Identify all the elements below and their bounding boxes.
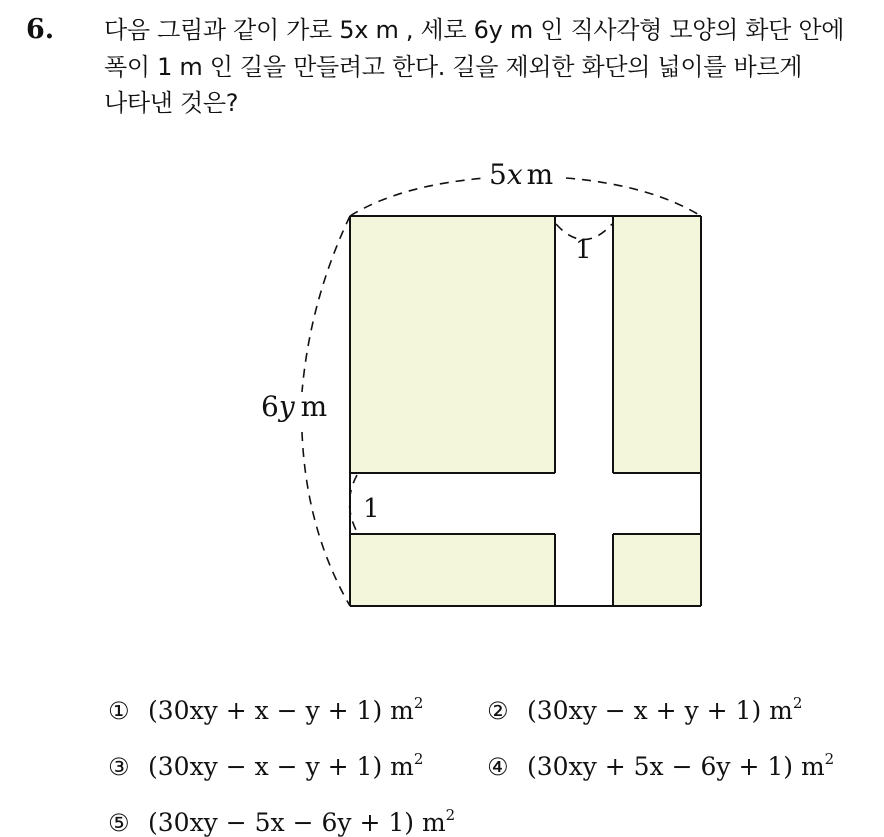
- height-arc-top: [302, 216, 350, 392]
- question-text-line-2: 폭이 1 m 인 길을 만들려고 한다. 길을 제외한 화단의 넓이를 바르게: [104, 52, 803, 81]
- choice-4-marker: ④: [487, 753, 509, 781]
- choice-2-expression: (30xy − x + y + 1) $m^2$: [527, 694, 803, 725]
- choice-1-marker: ①: [108, 697, 130, 725]
- choice-4-expression: (30xy + 5x − 6y + 1) $m^2$: [527, 750, 835, 781]
- choice-5-expression: (30xy − 5x − 6y + 1) $m^2$: [148, 806, 456, 837]
- road-width-label-left: 1: [363, 494, 380, 524]
- width-arc-left: [350, 178, 486, 216]
- choice-3[interactable]: [108, 750, 423, 781]
- garden-plot-top-left: [350, 216, 555, 473]
- width-arc-right: [566, 178, 701, 216]
- height-label: 6y m: [261, 390, 328, 423]
- question-text-line-3: 나타낸 것은?: [104, 89, 239, 117]
- choice-3-expression: (30xy − x − y + 1) $m^2$: [148, 750, 424, 781]
- choice-1[interactable]: [108, 694, 423, 725]
- road-width-label-top: 1: [575, 235, 592, 265]
- height-arc-bottom: [302, 432, 350, 606]
- question-number: 6.: [26, 14, 55, 45]
- choice-2-marker: ②: [487, 697, 509, 725]
- garden-plot-bottom-left: [350, 534, 555, 606]
- choice-2[interactable]: [487, 694, 802, 725]
- question-text-line-1: 다음 그림과 같이 가로 5x m , 세로 6y m 인 직사각형 모양의 화단 안에: [104, 16, 845, 44]
- garden-plot-top-right: [613, 216, 701, 473]
- choice-5-marker: ⑤: [108, 809, 130, 837]
- choice-3-marker: ③: [108, 753, 130, 781]
- choice-4[interactable]: [487, 750, 834, 781]
- choice-5[interactable]: [108, 806, 455, 837]
- garden-plot-bottom-right: [613, 534, 701, 606]
- choice-1-expression: (30xy + x − y + 1) $m^2$: [148, 694, 424, 725]
- width-label: 5x m: [489, 158, 554, 191]
